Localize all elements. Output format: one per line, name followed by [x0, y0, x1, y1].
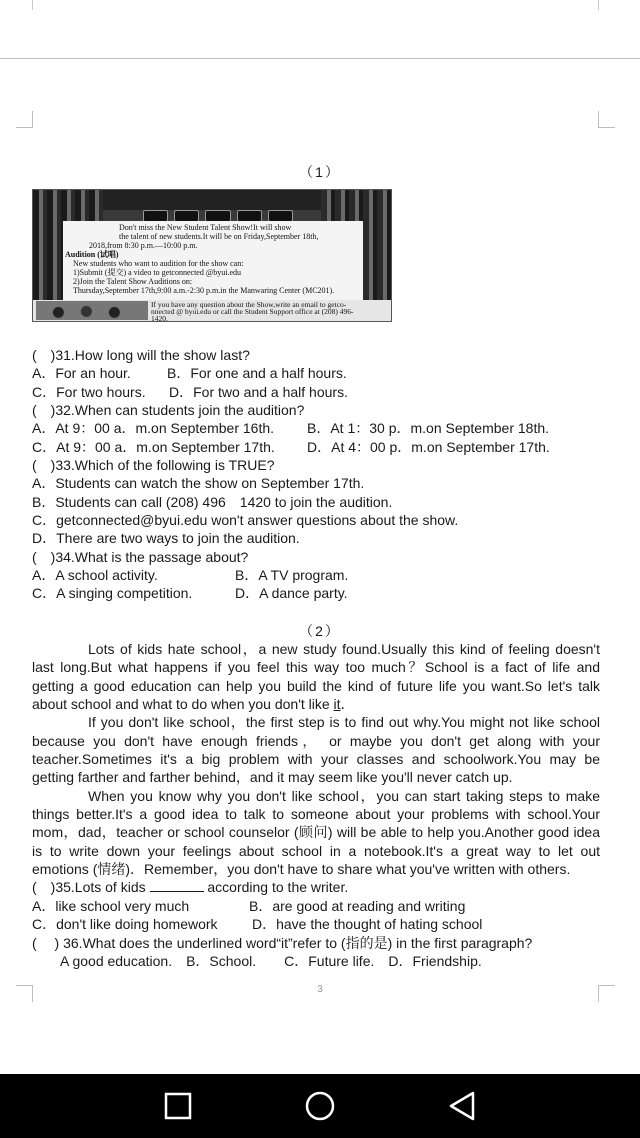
q31-option-d[interactable]: D．For two and a half hours. — [169, 383, 348, 400]
q35-option-b[interactable]: B．are good at reading and writing — [249, 897, 466, 914]
previous-page-edge — [0, 0, 640, 59]
q33-option-a[interactable]: A．Students can watch the show on September 17th. — [32, 475, 365, 492]
poster-contact-line: If you have any question about the Show,write an email to getco- — [151, 300, 347, 309]
passage-text: about school and what to do when you don't like — [32, 696, 334, 713]
q35-option-a[interactable]: A．like school very much — [32, 897, 190, 914]
q35-option-d[interactable]: D．have the thought of hating school — [252, 916, 483, 933]
poster-contact-line: nnected @ byui.edu or call the Student Support office at (208) 496- — [151, 307, 354, 316]
passage-line — [32, 695, 600, 713]
section-1-heading: （1） — [299, 164, 341, 180]
passage-line: mom，dad，teacher or school counselor (顾问) will be able to help you.Another good idea — [32, 824, 600, 841]
page-tick-mark — [32, 0, 33, 10]
q32-options-row — [32, 438, 600, 456]
q35-option-c[interactable]: C．don't like doing homework — [32, 916, 218, 933]
android-navigation-bar — [0, 1074, 640, 1138]
poster-audition-line: 1)Submit (提交) a video to getconnected @byui.edu — [73, 268, 241, 277]
section-2-heading: （2） — [299, 623, 341, 639]
q34-options-row — [32, 566, 600, 584]
home-icon[interactable] — [304, 1090, 336, 1122]
q34-option-b[interactable]: B．A TV program. — [235, 567, 349, 584]
talent-show-poster — [32, 189, 392, 322]
page-tick-mark — [598, 0, 599, 10]
q35-stem-text: according to the writer. — [203, 879, 349, 896]
q34-option-c[interactable]: C．A singing competition. — [32, 585, 193, 602]
q32-option-d[interactable]: D．At 4：00 p．m.on September 17th. — [307, 438, 550, 455]
audience-photo — [36, 301, 148, 320]
q33-option-b[interactable]: B．Students can call (208) 496 1420 to join the audition. — [32, 493, 393, 510]
passage-line: Lots of kids hate school，a new study found.Usually this kind of feeling doesn't — [88, 641, 600, 657]
q31-options-row — [32, 383, 600, 401]
q35-options-row — [32, 897, 600, 915]
q32-option-b[interactable]: B．At 1：30 p．m.on September 18th. — [307, 420, 550, 437]
q31-option-a[interactable]: A．For an hour. — [32, 365, 131, 382]
back-icon[interactable] — [448, 1091, 476, 1121]
q35-stem-text: ( )35.Lots of kids — [32, 879, 150, 896]
recents-icon[interactable] — [164, 1092, 192, 1120]
underlined-word-it: it — [333, 696, 341, 713]
passage-line: last long.But what happens if you feel this way too much？School is a fact of life and — [32, 659, 600, 676]
crop-mark-top-right — [598, 111, 615, 128]
q31-option-b[interactable]: B．For one and a half hours. — [167, 365, 347, 382]
passage-line: If you don't like school，the first step is to find out why.You might not like school — [88, 714, 600, 731]
q32-option-c[interactable]: C．At 9：00 a．m.on September 17th. — [32, 438, 275, 455]
poster-intro-line: the talent of new students.It will be on Friday,September 18th, — [119, 232, 319, 241]
poster-audition-line: Thursday,September 17th,9:00 a.m.-2:30 p.m.in the Manwaring Center (MC201). — [73, 286, 335, 295]
q31-option-c[interactable]: C．For two hours. — [32, 383, 146, 400]
q33-option-c[interactable]: C．getconnected@byui.edu won't answer questions about the show. — [32, 512, 459, 529]
passage-line: teacher.Sometimes it's a big problem with your classes and schoolwork.You may be — [32, 751, 600, 768]
poster-intro-line: 2018,from 8:30 p.m.—10:00 p.m. — [89, 241, 198, 250]
passage-line: because you don't have enough friends， or maybe you don't get along with your — [32, 732, 600, 749]
passage-line: getting a good education can help you build the kind of future life you want.So let's talk — [32, 677, 600, 694]
passage-line: When you know why you don't like school，you can start taking steps to make — [88, 787, 600, 804]
q35-stem — [32, 878, 600, 896]
poster-audition-line: 2)Join the Talent Show Auditions on: — [73, 277, 193, 286]
q36-options[interactable]: A good education. B．School. C．Future life. D．Friendship. — [60, 952, 482, 969]
document-page — [0, 59, 640, 1049]
poster-audition-line: New students who want to audition for the show can: — [73, 259, 244, 268]
questions-31-34 — [32, 346, 600, 603]
answer-blank — [150, 879, 204, 892]
reading-passage-2 — [32, 640, 600, 970]
poster-contact-line: 1420. — [151, 314, 168, 322]
q34-option-a[interactable]: A．A school activity. — [32, 567, 158, 584]
q32-option-a[interactable]: A．At 9：00 a．m.on September 16th. — [32, 420, 275, 437]
passage-line: is to write down your feelings about school in a notebook.It's a great way to let out — [32, 842, 600, 859]
passage-line: things better.It's a good idea to talk to someone about your problems with school.Your — [32, 806, 600, 823]
q35-options-row — [32, 915, 600, 933]
poster-audition-title: Audition (试唱) — [65, 250, 119, 259]
q33-stem: ( )33.Which of the following is TRUE? — [32, 457, 275, 474]
q34-options-row — [32, 584, 600, 602]
page-number: 3 — [317, 984, 323, 995]
q33-option-d[interactable]: D．There are two ways to join the audition. — [32, 530, 300, 547]
q34-stem: ( )34.What is the passage about? — [32, 548, 249, 565]
q31-stem: ( )31.How long will the show last? — [32, 347, 250, 363]
q32-options-row — [32, 419, 600, 437]
passage-line: getting farther and farther behind，and it may seem like you'll never catch up. — [32, 769, 513, 786]
q36-stem: ( ) 36.What does the underlined word“it”refer to (指的是) in the first paragraph? — [32, 934, 533, 951]
poster-intro-line: Don't miss the New Student Talent Show!It will show — [119, 223, 292, 232]
q31-options-row — [32, 364, 600, 382]
q32-stem: ( )32.When can students join the audition? — [32, 402, 305, 419]
passage-line: emotions (情绪)．Remember，you don't have to share what you've written with others. — [32, 861, 571, 878]
passage-text: ． — [340, 696, 355, 713]
crop-mark-top-left — [16, 111, 33, 128]
q34-option-d[interactable]: D．A dance party. — [235, 585, 348, 602]
